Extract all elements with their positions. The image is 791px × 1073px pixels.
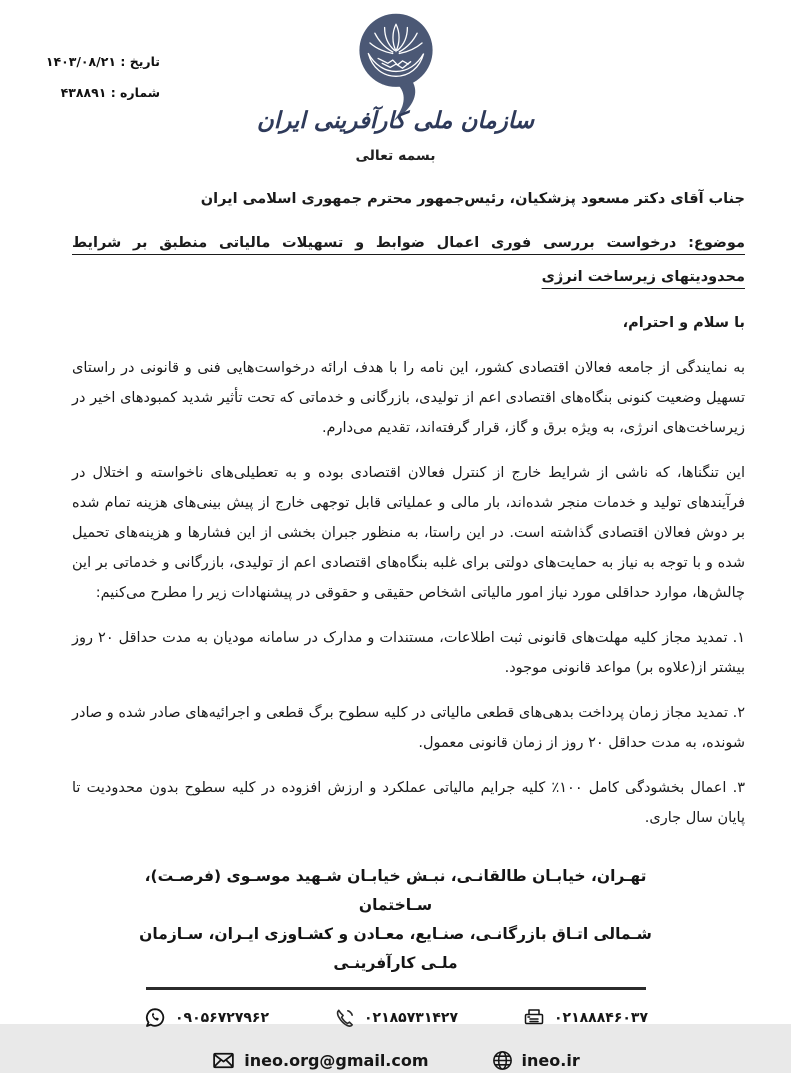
date-line: [20, 46, 160, 77]
fax-icon: [522, 1006, 546, 1030]
request-item-1: ۱. تمدید مجاز کلیه مهلت‌های قانونی ثبت اطلاعات، مستندات و مدارک در سامانه مودیان به مدت حداقل ۲۰ روز بیشتر از(علاوه بر) مواعد قانونی موجود.: [72, 630, 745, 676]
website-contact: [491, 1049, 580, 1072]
salutation-line: با سلام و احترام،: [622, 315, 745, 331]
phone-icon: [333, 1007, 356, 1030]
addressee-line: جناب آقای دکتر مسعود پزشکیان، رئیس‌جمهور محترم جمهوری اسلامی ایران: [200, 191, 745, 207]
globe-icon: [491, 1049, 514, 1072]
logo-wordmark: سازمان ملی کارآفرینی ایران: [256, 108, 535, 134]
paragraph-2: این تنگناها، که ناشی از شرایط خارج از کنترل فعالان اقتصادی بوده و به تعطیلی‌های ناخواسته و اختلال در فرآیندهای تولید و خدمات منجر شده‌اند، بار مالی و عملیاتی قابل توجهی خارج از پیش بینی‌های هزینه تمام شده بر دوش فعالان اقتصادی گذاشته است. در این راستا، به منظور جبران بخشی از این فشارها و هزینه‌های تحمیل شده و با توجه به نیاز به حمایت‌های دولتی برای غلبه بنگاه‌های اقتصادی اعم از تولیدی، بازرگانی و خدماتی بر این چالش‌ها، موارد حداقلی مورد نیاز امور مالیاتی اشخاص حقیقی و حقوقی در پیشنهادات زیر را مطرح می‌کنیم:: [72, 465, 745, 601]
whatsapp-number: ۰۹۰۵۶۷۲۷۹۶۲: [175, 1010, 269, 1026]
email-address: ineo.org@gmail.com: [244, 1051, 429, 1070]
number-value: ۴۳۸۸۹۱: [60, 85, 107, 100]
phone-contact: [333, 1007, 458, 1030]
contact-row: [143, 1006, 648, 1030]
paragraph-1: به نمایندگی از جامعه فعالان اقتصادی کشور، این نامه را با هدف ارائه درخواست‌هایی فنی و قانونی در راستای تسهیل وضعیت کنونی بنگاه‌های اقتصادی اعم از تولیدی، بازرگانی و خدماتی که تحت تأثیر شدید کمبودهای اخیر در زیرساخت‌های انرژی، به ویژه برق و گاز، قرار گرفته‌اند، تقدیم می‌دارم.: [72, 360, 745, 436]
letterhead-footer: [0, 862, 791, 1073]
whatsapp-contact: [143, 1006, 269, 1030]
date-label: تاریخ :: [120, 54, 160, 69]
email-icon: [211, 1048, 236, 1073]
request-item-3: ۳. اعمال بخشودگی کامل ۱۰۰٪ کلیه جرایم مالیاتی عملکرد و ارزش افزوده در کلیه سطوح بدون محدودیت تا پایان سال جاری.: [72, 780, 745, 826]
address-line-1: تهـران، خیابـان طالقانـی، نبـش خیابـان شـهید موسـوی (فرصـت)، سـاختمان: [144, 867, 647, 914]
date-value: ۱۴۰۳/۰۸/۲۱: [45, 54, 116, 69]
footer-divider: [146, 987, 646, 990]
whatsapp-icon: [143, 1006, 167, 1030]
fax-number: ۰۲۱۸۸۸۴۶۰۳۷: [554, 1010, 648, 1026]
phone-number: ۰۲۱۸۵۷۳۱۴۲۷: [364, 1010, 458, 1026]
web-contact-row: [143, 1048, 648, 1073]
email-contact: [211, 1048, 428, 1073]
number-label: شماره :: [110, 85, 160, 100]
fax-contact: [522, 1006, 648, 1030]
request-item-2: ۲. تمدید مجاز زمان پرداخت بدهی‌های قطعی مالیاتی در کلیه سطوح برگ قطعی و اجرائیه‌های صادر شده و صادر شونده، به مدت حداقل ۲۰ روز از زمان قانونی معمول.: [72, 705, 745, 751]
subject-line: موضوع: درخواست بررسی فوری اعمال ضوابط و تسهیلات مالیاتی منطبق بر شرایط محدودیتهای زیرساخت انرژی: [72, 235, 745, 285]
number-line: [20, 77, 160, 108]
besmellah-line: بسمه تعالی: [355, 148, 436, 164]
website-address: ineo.ir: [521, 1051, 580, 1070]
footer-address: [136, 862, 656, 978]
letter-meta: [20, 46, 160, 108]
letter-body: [0, 164, 791, 833]
address-line-2: شـمالی اتـاق بازرگانـی، صنـایع، معـادن و کشـاوزی ایـران، سـازمان ملـی کارآفرینـی: [139, 925, 652, 972]
